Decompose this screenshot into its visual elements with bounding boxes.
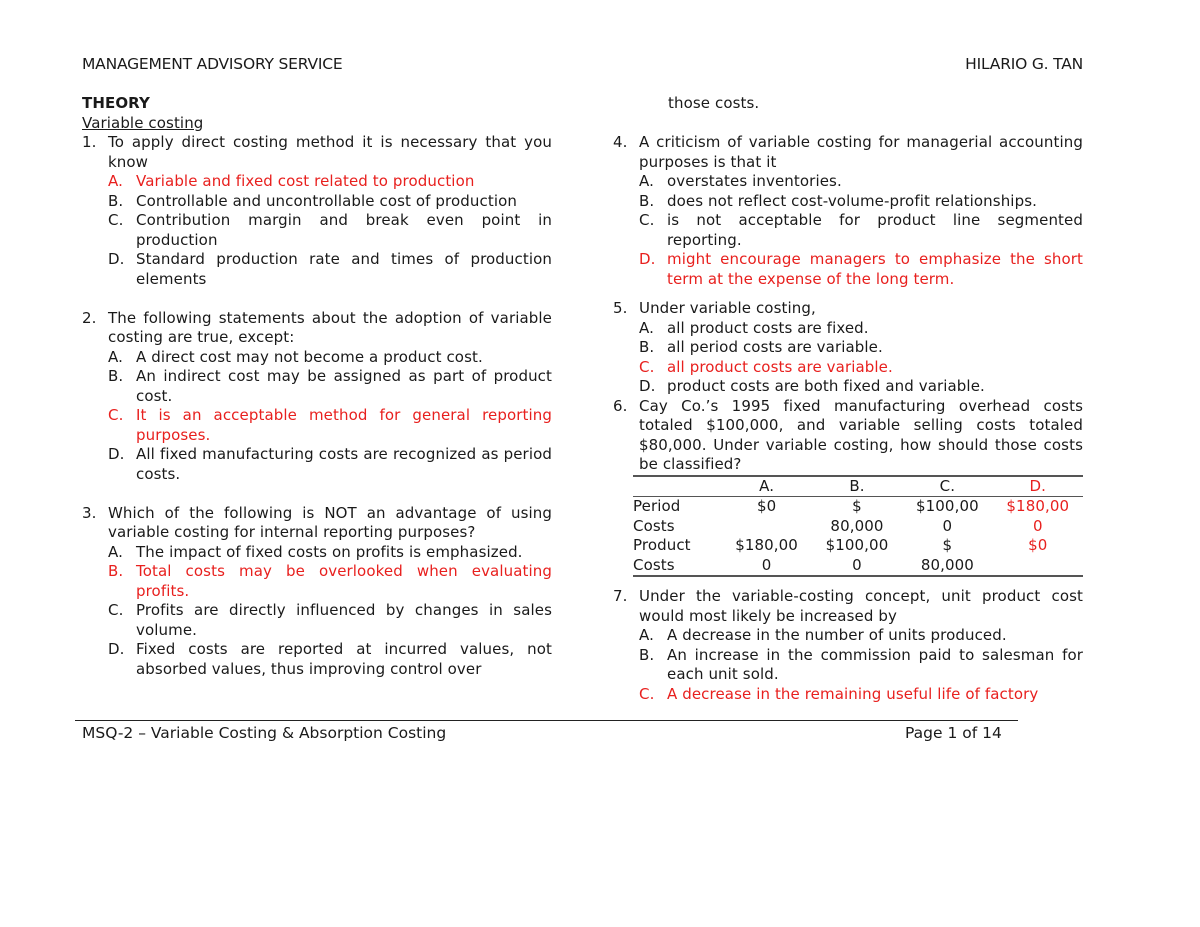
option-letter: D.	[639, 250, 656, 268]
section-title: THEORY	[82, 94, 150, 112]
question-number: 5.	[613, 299, 628, 317]
option-letter: B.	[639, 338, 655, 356]
row-label: Costs	[633, 556, 721, 577]
option-text: overstates inventories.	[667, 172, 842, 190]
option-text: The impact of fixed costs on profits is emphasized.	[136, 542, 523, 561]
option-letter: B.	[108, 191, 124, 210]
option-a	[639, 319, 1083, 339]
header-course-title: MANAGEMENT ADVISORY SERVICE	[82, 55, 343, 73]
left-column	[82, 94, 552, 679]
option-b	[108, 562, 552, 601]
option-letter: D.	[639, 377, 656, 395]
option-text: An increase in the commission paid to salesman for each unit sold.	[667, 645, 1083, 683]
row-label: Period	[633, 497, 681, 515]
question-text: A criticism of variable costing for managerial accounting purposes is that it	[639, 133, 1083, 171]
option-letter: A.	[108, 542, 123, 561]
table-cell: $180,00	[735, 536, 798, 554]
table-cell	[721, 517, 811, 537]
question-text: Under variable costing,	[639, 299, 816, 317]
option-letter: C.	[639, 684, 655, 703]
option-c	[108, 601, 552, 640]
option-text: might encourage managers to emphasize the short term at the expense of the long term.	[667, 250, 1083, 288]
option-letter: B.	[108, 367, 124, 385]
question-text: To apply direct costing method it is necessary that you know	[108, 133, 552, 171]
option-letter: D.	[108, 640, 125, 658]
option-letter: A.	[639, 172, 654, 190]
table-cell: $	[942, 536, 953, 554]
option-a	[639, 172, 1083, 192]
option-text: Fixed costs are reported at incurred values, not absorbed values, thus improving control over	[136, 640, 552, 678]
option-b	[108, 192, 552, 212]
option-b	[108, 367, 552, 406]
question-text: Cay Co.’s 1995 fixed manufacturing overhead costs totaled $100,000, and variable selling costs totaled $80,000. Under variable costing, how should those costs be classified?	[639, 396, 1083, 473]
option-c	[639, 358, 1083, 378]
option-letter: A.	[108, 172, 123, 190]
row-label: Product	[633, 536, 691, 554]
table-cell: $100,00	[916, 497, 979, 515]
option-letter: B.	[108, 562, 124, 580]
question-text: Which of the following is NOT an advantage of using variable costing for internal reporting purposes?	[108, 503, 552, 541]
question-number: 1.	[82, 133, 97, 151]
footer-document-title: MSQ-2 – Variable Costing & Absorption Costing	[82, 724, 447, 742]
row-label: Costs	[633, 516, 675, 535]
option-d	[639, 250, 1083, 289]
table-header-row	[633, 476, 1083, 497]
footer-page-number: Page 1 of 14	[905, 724, 1002, 742]
table-header: A.	[721, 476, 811, 497]
table-row	[633, 536, 1083, 556]
option-letter: B.	[639, 645, 655, 664]
option-letter: A.	[639, 318, 654, 337]
table-cell: $	[852, 497, 862, 515]
right-column	[613, 94, 1083, 704]
question-3	[82, 504, 552, 680]
option-text: Controllable and uncontrollable cost of production	[136, 191, 517, 210]
table-cell-answer: $180,00	[1006, 497, 1070, 515]
table-row	[633, 556, 1083, 577]
option-b	[639, 338, 1083, 358]
option-text: is not acceptable for product line segmented reporting.	[667, 211, 1083, 249]
question-number: 7.	[613, 587, 628, 605]
question-3-continuation: those costs.	[668, 94, 760, 112]
question-1	[82, 133, 552, 289]
option-letter: C.	[108, 601, 124, 619]
option-c	[639, 211, 1083, 250]
option-text: all product costs are variable.	[667, 357, 893, 376]
option-d	[108, 250, 552, 289]
question-4	[613, 133, 1083, 289]
option-text: Profits are directly influenced by changes in sales volume.	[136, 601, 552, 639]
option-a	[108, 348, 552, 368]
option-c	[639, 685, 1083, 705]
option-text: Contribution margin and break even point in production	[136, 211, 552, 249]
option-a	[108, 543, 552, 563]
option-text: All fixed manufacturing costs are recognized as period costs.	[136, 445, 552, 483]
header-author: HILARIO G. TAN	[965, 55, 1083, 73]
table-cell: $100,00	[825, 536, 889, 554]
table-header: C.	[902, 476, 992, 497]
option-text: does not reflect cost-volume-profit relationships.	[667, 191, 1037, 210]
option-text: all product costs are fixed.	[667, 318, 869, 337]
option-letter: B.	[639, 191, 655, 210]
table-header: B.	[812, 476, 902, 497]
option-text: A decrease in the number of units produced.	[667, 626, 1007, 644]
question-7	[613, 587, 1083, 704]
option-text: Standard production rate and times of production elements	[136, 250, 552, 288]
question-number: 2.	[82, 308, 97, 327]
option-b	[639, 646, 1083, 685]
option-letter: D.	[108, 250, 125, 268]
option-d	[108, 640, 552, 679]
option-a	[108, 172, 552, 192]
table-header-answer: D.	[993, 476, 1083, 497]
table-cell-answer: $0	[1028, 536, 1048, 554]
question-text: Under the variable-costing concept, unit product cost would most likely be increased by	[639, 587, 1083, 625]
option-text: Total costs may be overlooked when evaluating profits.	[136, 562, 552, 600]
table-header-empty	[633, 476, 721, 497]
option-text: Variable and fixed cost related to production	[136, 172, 475, 190]
table-row	[633, 497, 1083, 517]
option-c	[108, 211, 552, 250]
option-text: all period costs are variable.	[667, 338, 883, 356]
table-row	[633, 517, 1083, 537]
option-letter: D.	[108, 445, 125, 463]
option-text: A direct cost may not become a product cost.	[136, 347, 483, 366]
section-subtitle: Variable costing	[82, 113, 204, 132]
question-6	[613, 397, 1083, 578]
question-text: The following statements about the adoption of variable costing are true, except:	[108, 308, 552, 346]
option-d	[639, 377, 1083, 397]
table-cell: 0	[812, 556, 902, 577]
question-number: 6.	[613, 396, 628, 415]
question-number: 4.	[613, 133, 628, 151]
option-b	[639, 192, 1083, 212]
footer-divider	[75, 720, 1018, 721]
table-cell: 80,000	[902, 556, 992, 577]
question-2	[82, 309, 552, 485]
option-letter: C.	[108, 211, 124, 229]
option-text: A decrease in the remaining useful life of factory	[667, 684, 1039, 703]
question-number: 3.	[82, 503, 97, 522]
table-cell-answer: 0	[1032, 516, 1043, 535]
table-cell-answer	[993, 556, 1083, 577]
option-text: It is an acceptable method for general reporting purposes.	[136, 406, 552, 444]
option-d	[108, 445, 552, 484]
option-letter: A.	[639, 626, 654, 644]
option-letter: A.	[108, 347, 123, 366]
option-text: An indirect cost may be assigned as part of product cost.	[136, 367, 552, 405]
table-cell: 0	[942, 516, 953, 535]
option-letter: C.	[639, 357, 655, 376]
option-c	[108, 406, 552, 445]
option-letter: C.	[108, 406, 124, 424]
question-5	[613, 299, 1083, 397]
table-cell: 80,000	[830, 516, 884, 535]
answer-table	[633, 475, 1083, 578]
table-cell: 0	[721, 556, 811, 577]
table-cell: $0	[756, 497, 777, 515]
option-letter: C.	[639, 211, 655, 229]
option-text: product costs are both fixed and variable.	[667, 377, 985, 395]
option-a	[639, 626, 1083, 646]
